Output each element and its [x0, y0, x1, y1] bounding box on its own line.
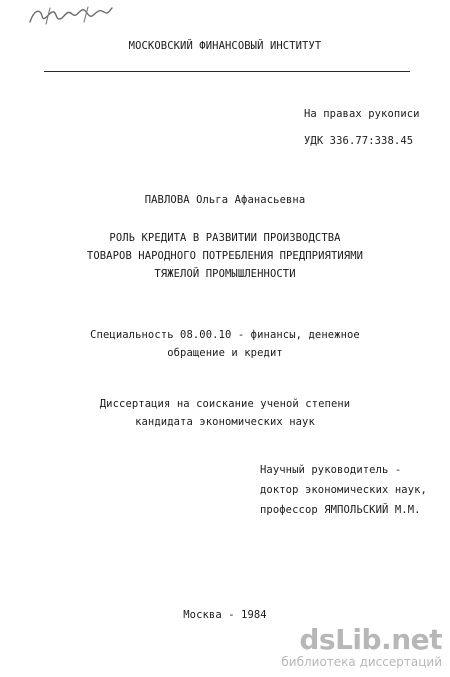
supervisor-line-3: профессор ЯМПОЛЬСКИЙ М.М. — [260, 504, 421, 516]
specialty-line-2: обращение и кредит — [167, 347, 283, 359]
watermark — [252, 623, 442, 669]
thesis-title-line-3: ТЯЖЕЛОЙ ПРОМЫШЛЕННОСТИ — [154, 268, 296, 280]
thesis-title-line-1: РОЛЬ КРЕДИТА В РАЗВИТИИ ПРОИЗВОДСТВА — [109, 232, 341, 244]
handwritten-note — [26, 4, 116, 28]
supervisor-line-1: Научный руководитель - — [260, 464, 402, 476]
specialty-line-1: Специальность 08.00.10 - финансы, денежное — [90, 329, 360, 341]
institute-name: МОСКОВСКИЙ ФИНАНСОВЫЙ ИНСТИТУТ — [128, 40, 322, 52]
dissertation-degree-line-1: Диссертация на соискание ученой степени — [99, 398, 351, 410]
watermark-caption: библиотека диссертаций — [281, 655, 442, 669]
header-divider — [44, 71, 410, 72]
author-name: ПАВЛОВА Ольга Афанасьевна — [144, 194, 306, 206]
supervisor-line-2: доктор экономических наук, — [260, 484, 427, 496]
thesis-title-line-2: ТОВАРОВ НАРОДНОГО ПОТРЕБЛЕНИЯ ПРЕДПРИЯТИЯМИ — [86, 250, 364, 262]
udk-code: УДК 336.77:338.45 — [304, 135, 414, 147]
dissertation-degree-line-2: кандидата экономических наук — [135, 416, 315, 428]
watermark-logo: dsLib.net — [299, 623, 442, 656]
manuscript-rights-label: На правах рукописи — [304, 108, 420, 120]
city-and-year: Москва - 1984 — [183, 609, 267, 621]
